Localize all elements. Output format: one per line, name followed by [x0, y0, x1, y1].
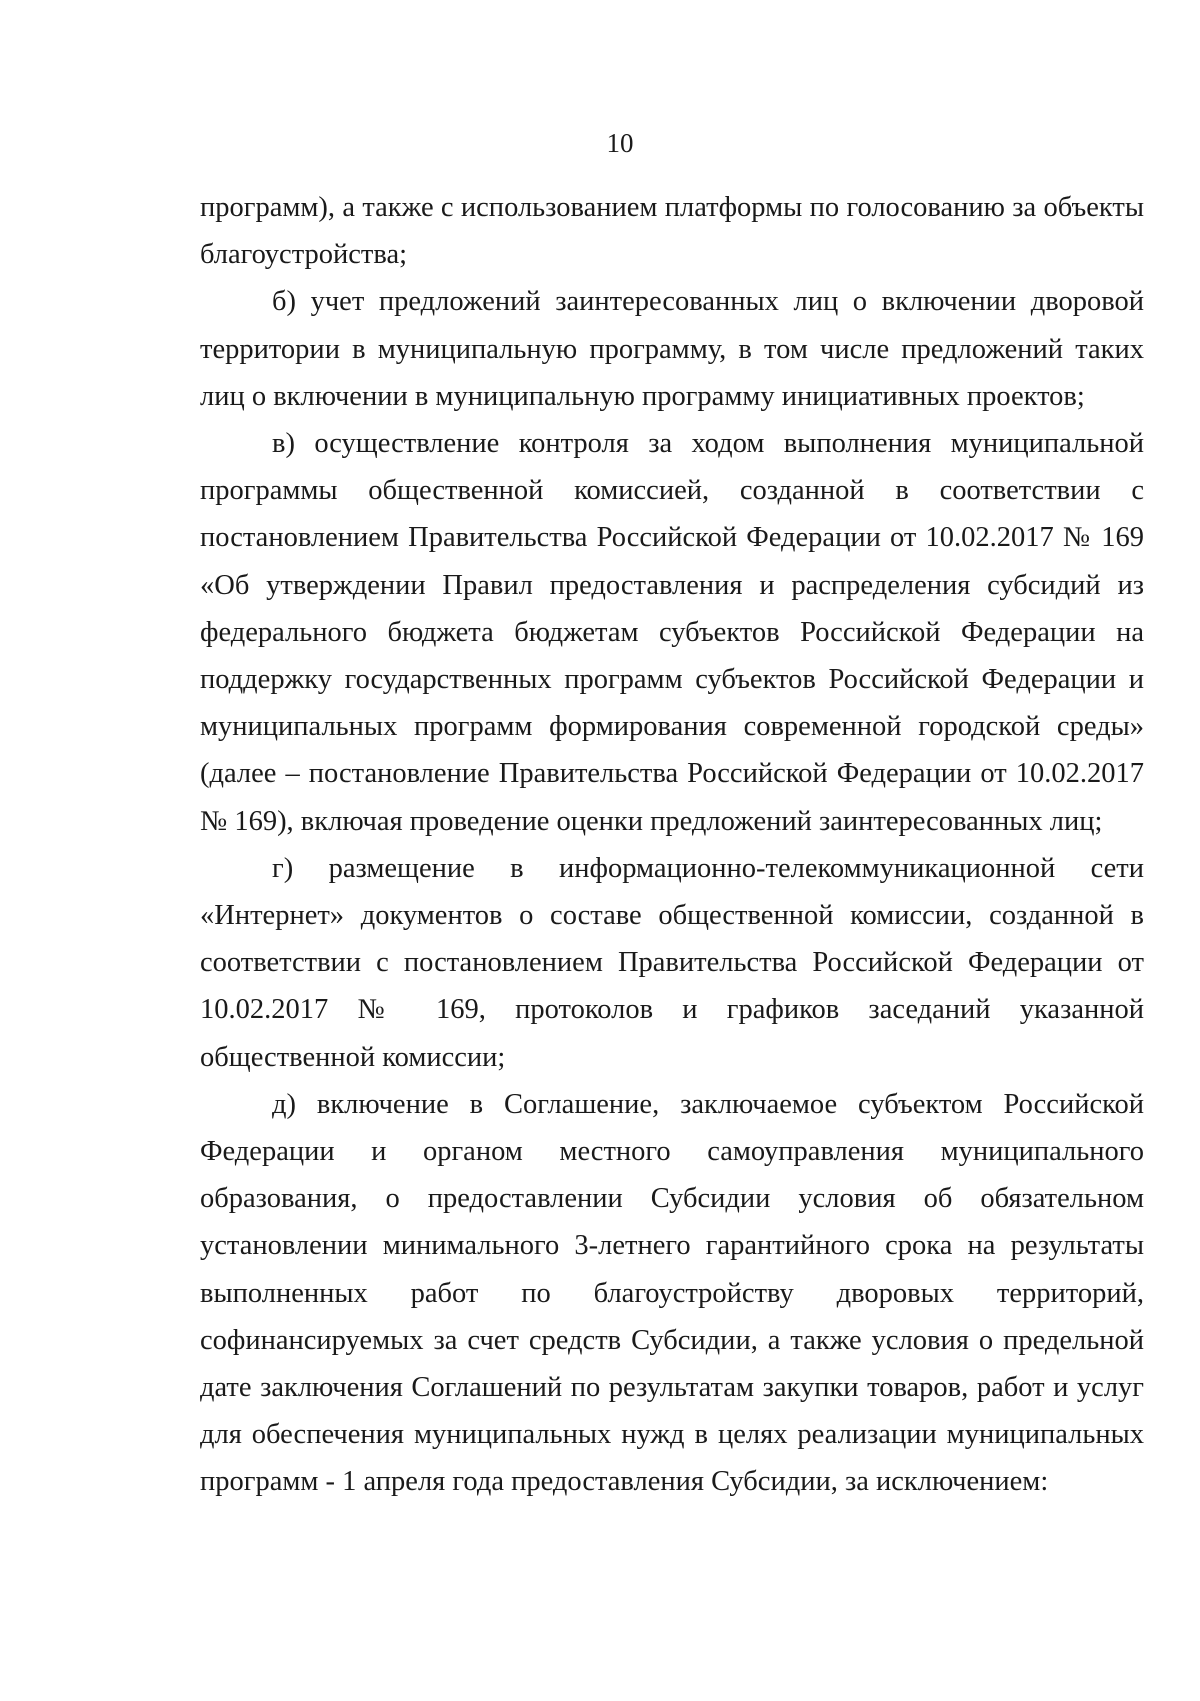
paragraph-g: г) размещение в информационно-телекоммуникационной сети «Интернет» документов о составе общественной комиссии, созданной в соответствии с постановлением Правительства Российской Федерации от 10.02.2017 № 169, протоколов и графиков заседаний указанной общественной комиссии; [200, 852, 1144, 1073]
paragraph-v: в) осуществление контроля за ходом выполнения муниципальной программы общественной комиссией, созданной в соответствии с постановлением Правительства Российской Федерации от 10.02.2017 № 169 «Об утверждении Правил предоставления и распределения субсидий из федерального бюджета бюджетам субъектов Российской Федерации на поддержку государственных программ субъектов Российской Федерации и муниципальных программ формирования современной городской среды» (далее – постановление Правительства Российской Федерации от 10.02.2017 № 169), включая проведение оценки предложений заинтересованных лиц; [200, 428, 1144, 837]
page-number: 10 [606, 128, 634, 158]
paragraph-b: б) учет предложений заинтересованных лиц о включении дворовой территории в муниципальную программу, в том числе предложений таких лиц о включении в муниципальную программу инициативных проектов; [200, 286, 1144, 412]
document-body [200, 184, 1144, 1506]
paragraph-continuation: программ), а также с использованием платформы по голосованию за объекты благоустройства; [200, 192, 1144, 271]
paragraph-d: д) включение в Соглашение, заключаемое субъектом Российской Федерации и органом местного самоуправления муниципального образования, о предоставлении Субсидии условия об обязательном установлении минимального 3-летнего гарантийного срока на результаты выполненных работ по благоустройству дворовых территорий, софинансируемых за счет средств Субсидии, а также условия о предельной дате заключения Соглашений по результатам закупки товаров, работ и услуг для обеспечения муниципальных нужд в целях реализации муниципальных программ - 1 апреля года предоставления Субсидии, за исключением: [200, 1088, 1144, 1498]
